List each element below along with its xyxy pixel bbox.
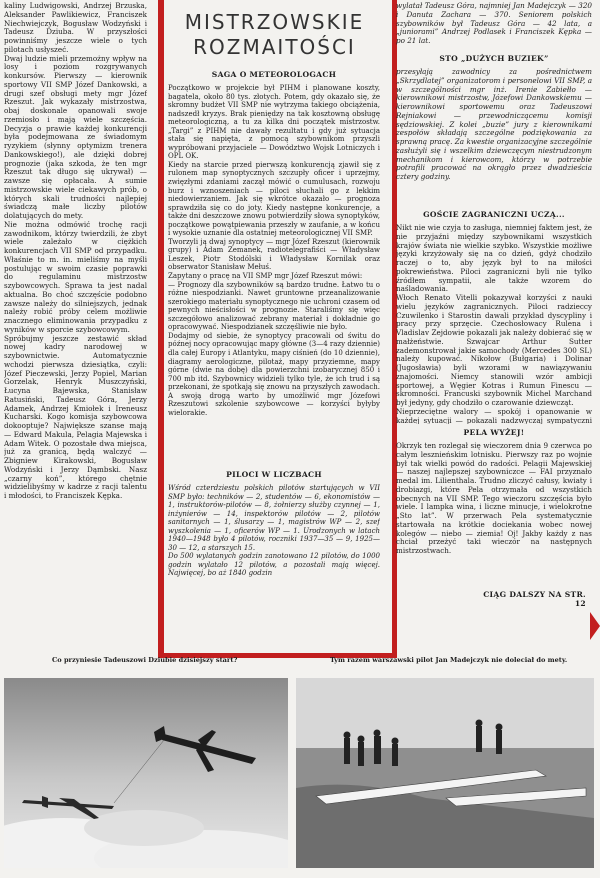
article-piloci: Wśród czterdziestu polskich pilotów startujących w VII SMP było: techników — 2, studentów — 6, ekonomistów — 1, instruktorów-pilotów — 8, żołnierzy służby czynnej — 1, inżynierów — 14, inspektorów pilotów — 2, pilotów sanitarnych — 1, ślusarzy — 1, magistrów WP — 2, szef wyszkolenia — 1, oficerów WP — 1. Urodzonych w latach 1940—1948 było 4 pilotów, roczniki 1937—35 — 9, 1925—30 — 12, a starszych 15. Do 500 wylatanych godzin zanotowano 12 pilotów, do 1000 godzin wylatało 12 pilotów, a pozostali mają więcej. Najwięcej, bo aż 1840 godzin [168, 484, 380, 578]
article-column-left: kaliny Ludwigowski, Andrzej Brzuska, Aleksander Pawlikiewicz, Franciszek Niechwiejczyk, Bogusław Wodzyński i Tadeusz Dziuba. W przyszłości powinniśmy jeszcze wiele o tych pilotach usłyszeć. Dwaj ludzie mieli przemożny wpływ na losy i poziom rozgrywanych konkursów. Pierwszy — kierownik sportowy VII SMP Józef Dankowski, a drugi szef obsługi mety mgr Józef Rzeszut. Jak wykazały mistrzostwa, obaj doskonale opanowali swoje rzemiosło i mają wiele szczęścia. Decyzja o prawie każdej konkurencji była podejmowana ze świadomym ryzykiem (słynny optymizm trenera Dankowskiego!), ale dzięki dobrej prognozie (jaka szkoda, że ten mgr Rzeszut tak długo się ukrywał) — zawsze się opłacała. A sumie mistrzowskie wiele ciekawych prób, o których skali trudności najlepiej świadczą małe liczby pilotów dolatujących do mety. Nie można odmówić trochę racji zawodnikom, którzy twierdzili, że zbyt wiele zależało w ciężkich konkurencjach VII SMP od przypadku. Właśnie to m. in. mieliśmy na myśli postulując w swoim czasie poprawki do regulaminu mistrzostw szybowcowych. Sprawa ta jest nadal aktualna. Bo choć szczęście podobno zawsze należy do silniejszych, jednak należy robić próby celem możliwie znacznego eliminowania przypadku z wyników w sporcie szybowcowym. Spróbujmy jeszcze zestawić skład nowej kadry narodowej w szybownictwie. Automatycznie wchodzi pierwsza dziesiątka, czyli: Józef Pieczewski, Jerzy Popiel, Marian Gorzelak, Henryk Muszczyński, Łucyna Bajewska, Stanisław Ratusiński, Tadeusz Góra, Jerzy Adamek, Andrzej Kmiołek i Ireneusz Kucharski. Kogo komisja szybowcowa dokooptuje? Największe szanse mają — Edward Makula, Pelagia Majewska i Adam Witek. O pozostałe dwa miejsca, już za granicą, będą walczyć — Zbigniew Kirakowski, Bogusław Wodzyński i Jerzy Dąmbski. Nasz „czarny koń”, którego chętnie widzielibyśmy w kadrze z racji talentu i młodości, to Franciszek Kępka. [4, 2, 147, 500]
glider-in-sky-photo [4, 678, 288, 868]
article-sto: przesyłają zawodnicy za pośrednictwem „Skrzydlatej” organizatorom i personelowi VII SMP, a w szczególności mgr inż. Irenie Zabiełło — kierownikowi mistrzostw, Józefowi Dankowskiemu — kierownikowi sportowemu oraz Tadeuszowi Rejniakowi — przewodniczącemu komisji sędziowskiej. Z kolei „buzie” jury z kierownikami zespołów składają szczególne podziękowania za sprawną pracę. Za kwestie organizacyjne szczególnie zasłużyli się i wszelkim dziewczęcym niestrudzonym mechanikom i kierowcom, którzy w potrzebie potrafili pracować na okrągło przez dwadzieścia cztery godziny. [396, 68, 592, 181]
heading-goscie: GOŚCIE ZAGRANICZNI UCZĄ... [423, 210, 565, 219]
caption-right: Tym razem warszawski pilot Jan Madejczyk nie doleciał do mety. [330, 656, 568, 664]
photo-right [296, 678, 594, 868]
photo-left [4, 678, 288, 868]
article-pela: Okrzyk ten rozlegał się wieczorem dnia 9 czerwca po całym lesznieńskim lotnisku. Pierwszy raz po wojnie był tak wielki powód do radości. Pelagii Majewskiej — naszej najlepszej szybowniczce — FAI przyznało medal im. Lilienthala. Trudno zliczyć całusy, kwiaty i drobiazgi, które Pela otrzymała od wszystkich obecnych na VII SMP. Tego wieczoru szczęścia było wiele. I lampka wina, i liczne minucje, i wielokrotne „Sto lat”. W przerwach Pela systematycznie startowała na krótkie dociekania wobec nowej kolegów — niebo — ziemia! Oj! Jakby każdy z nas chciał przeżyć taki wieczór na następnych mistrzostwach. [396, 442, 592, 555]
landed-glider-photo [296, 678, 594, 868]
article-saga: Początkowo w projekcie był PIHM i planowane koszty, bagatela, około 80 tys. złotych. Potem, gdy okazało się, że skromny budżet VII SMP nie wytrzyma takiego obciążenia, nadszedł kryzys. Brak pieniędzy na tak kosztowną obsługę meteorologiczną, a tu za kilka dni początek mistrzostw. „Targi” z PIHM nie dawały rezultatu i gdy już sytuacja stała się napięta, z pomocą szybownikom przyszli wypróbowani przyjaciele — Dowództwo Wojsk Lotniczych i OPL OK. Kiedy na starcie przed pierwszą konkurencją zjawił się z rulonem map synoptycznych szczupły oficer i uprzejmy, zwięzłymi zdaniami zaczął mówić o cumulusach, rozwoju burz i wznoszeniach — piloci słuchali go z lekkim niedowierzaniem. Jak się wkrótce okazało — prognoza sprawdziła się co do joty. Kiedy następne konkurencje, a także dni deszczowe znowu potwierdziły słowa synoptyków, początkowe powątpiewania przeszły w zaufanie, a w końcu i wysokie uznanie dla ostatniej meteorologicznej VII SMP. Tworzyli ją dwaj synoptycy — mgr Józef Rzeszut (kierownik grupy) i Adam Zemanek, radiotelegrafiści — Władysław Leszek, Piotr Stodólski i Władysław Kornilak oraz obserwator Stanisław Mełuś. Zapytany o pracę na VII SMP mgr Józef Rzeszut mówi: — Prognozy dla szybowników są bardzo trudne. Łatwo tu o różne niespodzianki. Nawet gruntowne przeanalizowanie szerokiego materiału synoptycznego nie uchroni czasem od pewnych nieścisłości w prognozie. Staraliśmy się więc szczegółowo analizować zebrany materiał i dokładnie go opracowywać. Niespodzianek szczęśliwie nie było. Dodajmy od siebie, że synoptycy pracowali od świtu do późnej nocy opracowując mapy główne (3—4 razy dziennie) dla całej Europy i Atlantyku, mapy ciśnień (do 10 dziennie), diagramy aerologiczne, pilotaż, mapy przyziemne, mapy górne (dwie na dobę) dla powierzchni izobarycznej 850 i 700 mb itd. Szybownicy widzieli tylko tyle, że ich trud i są przekonani, że spotkają się znowu na przyszłych zawodach. A swoją drogą warto by umożliwić mgr Józefowi Rzeszutowi szkolenie szybowcowe — korzyści byłyby wielorakie. [168, 84, 380, 417]
article-continued: wylatał Tadeusz Góra, najmniej Jan Madejczyk — 320 i Danuta Zachara — 370. Seniorem polskich szybowników był Tadeusz Góra — 42 lata, a „juniorami” Andrzej Podlasek i Franciszek Kępka — po 21 lat. [396, 2, 592, 45]
heading-sto: STO „DUŻYCH BUZIEK” [439, 54, 549, 63]
caption-left: Co przyniesie Tadeuszowi Dziubie dzisiejszy start? [52, 656, 238, 664]
red-arrow-icon [590, 612, 600, 640]
heading-pela: PELA WYŻEJ! [463, 428, 525, 437]
heading-piloci: PILOCI W LICZBACH [226, 470, 322, 479]
article-goscie: Nikt nie wie czyja to zasługa, niemniej faktem jest, że nie przyjaźni między szybownikami wszystkich krajów świata nie wielkie szybko. Wszystkie możliwe języki krzyżowały się na co dzień, gdyż chodziło raczej o to, aby język był to na miłości pokrewieństwa. Piloci zagraniczni byli nie tylko źródłem sympatii, ale także wzorem do naśladowania. Włoch Renato Vitelli pokazywał korzyści z nauki wielu języków zagranicznych. Piloci radzieccy Czuwilenko i Starostin dawali przykład dyscypliny i pracy przy sprzęcie. Czechosłowacy Rulena i Vladislav Zejdowie pokazali jak należy dobierać się w małżeństwie. Szwajcar Arthur Sutter zademonstrował jakie samochody (Mercedes 300 SL) należy kupować. Nikołow (Bułgaria) i Dolinar (Jugosławia) byli wzorami w nawiązywaniu znajomości. Niemcy stanowili wzór ambicji sportowej, a Węgier Kotras i Rumun Finescu — skromności. Francuski szybownik Michel Marchand był jedyny, gdy chodziło o czarowanie dziewcząt. Nieprzeciętne walory — spokój i opanowanie w każdej sytuacji — pokazali nadzwyczaj sympatyczni [396, 224, 592, 424]
continue-note: CIĄG DALSZY NA STR. 12 [483, 590, 586, 608]
heading-saga: SAGA O METEOROLOGACH [211, 70, 337, 79]
page-title: MISTRZOWSKIE ROZMAITOŚCI [184, 10, 365, 59]
